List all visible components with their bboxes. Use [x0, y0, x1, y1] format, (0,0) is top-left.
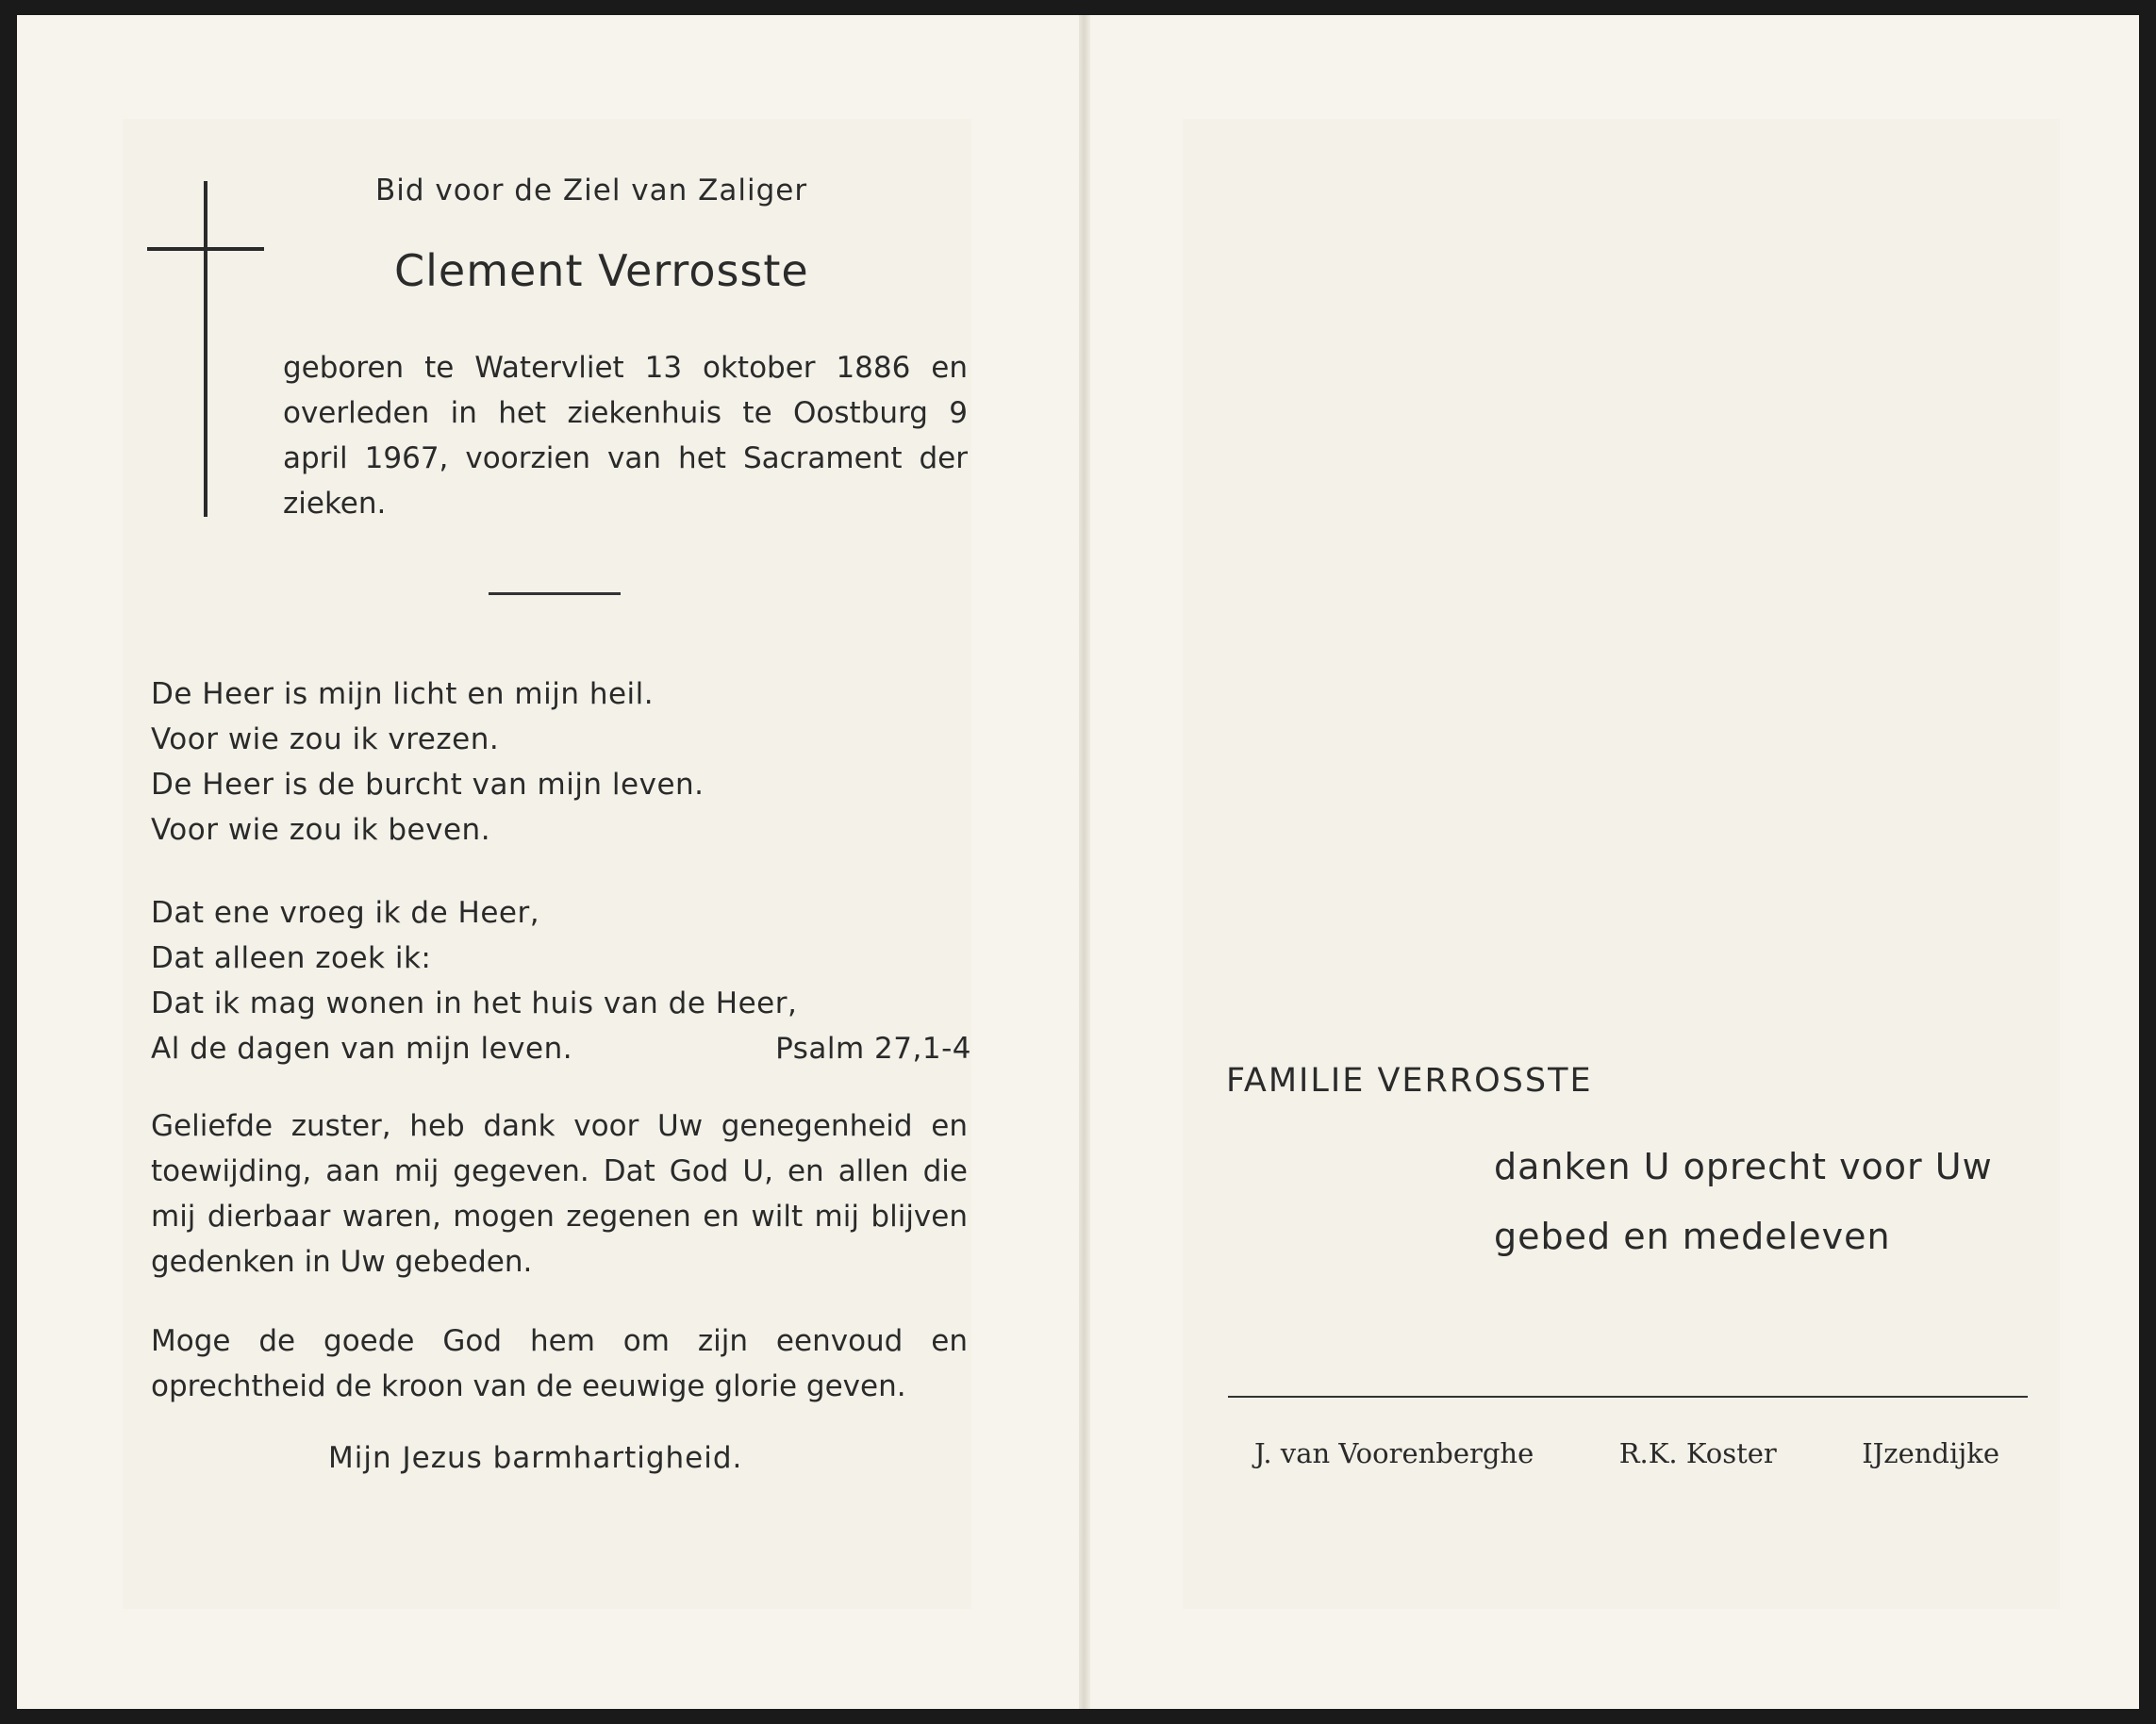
verse-line: Voor wie zou ik beven.	[151, 813, 491, 847]
printer-rule	[1228, 1396, 2028, 1398]
deceased-name: Clement Verrosste	[394, 245, 809, 296]
verse-line: De Heer is de burcht van mijn leven.	[151, 768, 705, 802]
verse-line: Al de dagen van mijn leven.	[151, 1032, 573, 1066]
thanks-line: gebed en medeleven	[1494, 1216, 1891, 1257]
cross-icon-bar	[147, 247, 264, 251]
blessing-paragraph: Moge de goede God hem om zijn eenvoud en oprechtheid de kroon van de eeuwige glorie geven.	[151, 1324, 968, 1403]
verse-line: Dat alleen zoek ik:	[151, 941, 432, 975]
biography: geboren te Watervliet 13 oktober 1886 en overleden in het ziekenhuis te Oostburg 9 april 1967, voorzien van het Sacrament der zieken.	[283, 351, 968, 521]
prayer-intro: Bid voor de Ziel van Zaliger	[375, 174, 808, 207]
cross-icon	[204, 181, 207, 517]
family-name: FAMILIE VERROSSTE	[1226, 1062, 1593, 1100]
printer-role: R.K. Koster	[1618, 1437, 1777, 1469]
thanks-message	[1494, 1132, 1993, 1271]
psalm-reference: Psalm 27,1-4	[775, 1032, 971, 1066]
printer-town: IJzendijke	[1862, 1437, 1999, 1469]
verse-line: Dat ene vroeg ik de Heer,	[151, 896, 540, 930]
verse-line: Voor wie zou ik vrezen.	[151, 722, 500, 756]
printer-credit	[1254, 1437, 1999, 1469]
closing-prayer: Mijn Jezus barmhartigheid.	[328, 1441, 743, 1475]
farewell-paragraph: Geliefde zuster, heb dank voor Uw genegenheid en toewijding, aan mij gegeven. Dat God U, en allen die mij dierbaar waren, mogen zegenen en wilt mij blijven gedenken in Uw gebeden.	[151, 1109, 968, 1279]
right-panel	[1088, 15, 2139, 1709]
verse-stanza-1	[151, 671, 705, 853]
verse-line: Dat ik mag wonen in het huis van de Heer,	[151, 986, 798, 1020]
thanks-line: danken U oprecht voor Uw	[1494, 1146, 1993, 1187]
inner-border	[1183, 119, 2060, 1609]
divider	[489, 592, 621, 595]
verse-stanza-2	[151, 890, 971, 1071]
memorial-card	[17, 15, 2139, 1709]
verse-line-last	[151, 1026, 971, 1071]
verse-line: De Heer is mijn licht en mijn heil.	[151, 677, 655, 711]
printer-name: J. van Voorenberghe	[1254, 1437, 1534, 1469]
left-panel	[17, 15, 1081, 1709]
